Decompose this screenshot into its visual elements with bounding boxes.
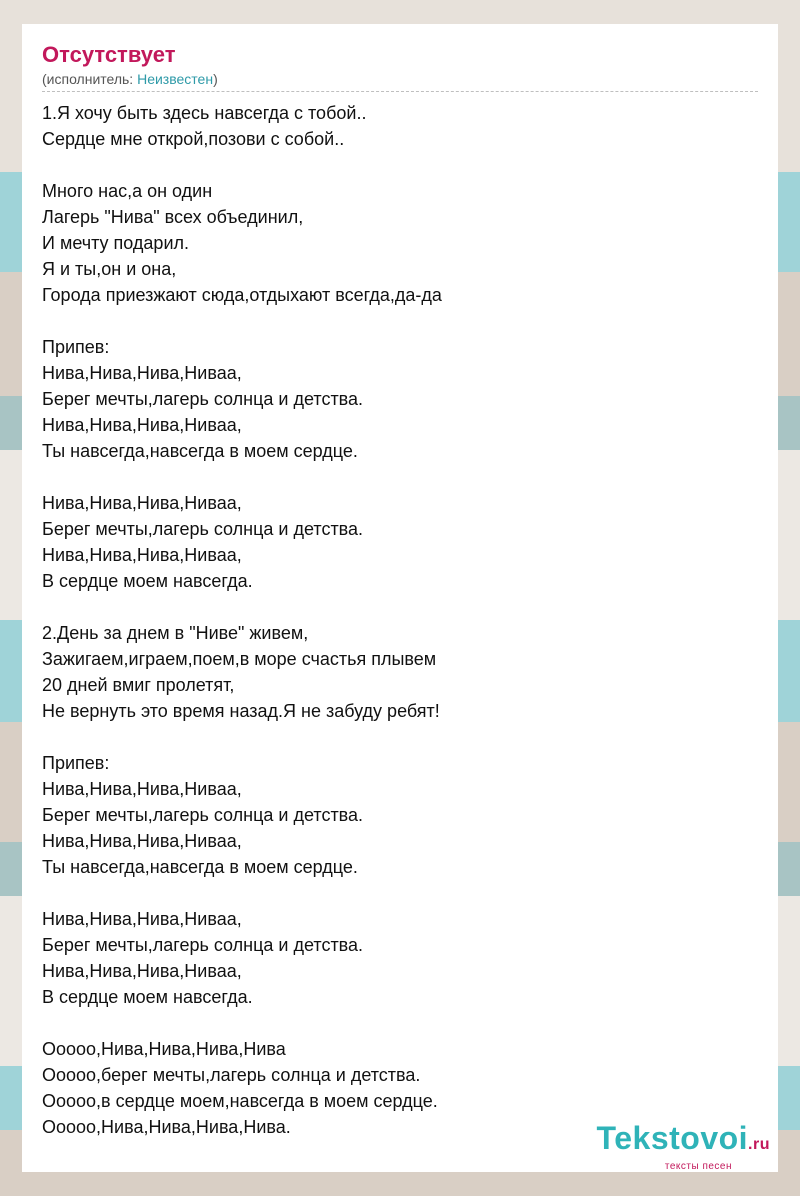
song-title: Отсутствует [42, 42, 176, 67]
lyrics-line: Ты навсегда,навсегда в моем сердце. [42, 857, 358, 877]
lyrics-line: Я и ты,он и она, [42, 259, 177, 279]
lyrics-line: Нива,Нива,Нива,Ниваа, [42, 779, 242, 799]
lyrics-line: Нива,Нива,Нива,Ниваа, [42, 831, 242, 851]
artist-link[interactable]: Неизвестен [137, 71, 214, 87]
lyrics-line: Нива,Нива,Нива,Ниваа, [42, 493, 242, 513]
lyrics-line: 20 дней вмиг пролетят, [42, 675, 235, 695]
lyrics-body [42, 100, 758, 1140]
lyrics-blank-line [42, 594, 758, 620]
lyrics-blank-line [42, 152, 758, 178]
logo-wordmark [597, 1122, 770, 1161]
lyrics-line: Нива,Нива,Нива,Ниваа, [42, 363, 242, 383]
lyrics-line: Ооооо,Нива,Нива,Нива,Нива. [42, 1117, 291, 1137]
lyrics-line: Не вернуть это время назад.Я не забуду ребят! [42, 701, 440, 721]
lyrics-blank-line [42, 464, 758, 490]
lyrics-blank-line [42, 724, 758, 750]
logo-tagline: тексты песен [664, 1161, 732, 1172]
lyrics-card [22, 24, 778, 1172]
artist-prefix: (исполнитель: [42, 71, 138, 87]
logo-name: Tekstovoi [596, 1120, 749, 1156]
lyrics-line: В сердце моем навсегда. [42, 987, 253, 1007]
lyrics-line: Ооооо,в сердце моем,навсегда в моем сердце. [42, 1091, 438, 1111]
lyrics-line: Берег мечты,лагерь солнца и детства. [42, 519, 364, 539]
lyrics-line: Припев: [42, 337, 110, 357]
artist-suffix: ) [213, 71, 218, 87]
lyrics-line: Ооооо,Нива,Нива,Нива,Нива [42, 1039, 286, 1059]
header-divider [42, 91, 758, 92]
lyrics-line: Ты навсегда,навсегда в моем сердце. [42, 441, 358, 461]
lyrics-blank-line [42, 1010, 758, 1036]
lyrics-line: Много нас,а он один [42, 181, 213, 201]
lyrics-line: Лагерь "Нива" всех объединил, [42, 207, 304, 227]
lyrics-line: Нива,Нива,Нива,Ниваа, [42, 961, 242, 981]
artist-line [42, 70, 758, 88]
lyrics-line: Ооооо,берег мечты,лагерь солнца и детства. [42, 1065, 421, 1085]
lyrics-line: Припев: [42, 753, 110, 773]
lyrics-line: 2.День за днем в "Ниве" живем, [42, 623, 309, 643]
lyrics-line: Берег мечты,лагерь солнца и детства. [42, 935, 364, 955]
lyrics-line: Зажигаем,играем,поем,в море счастья плывем [42, 649, 437, 669]
lyrics-line: Берег мечты,лагерь солнца и детства. [42, 389, 364, 409]
site-logo[interactable] [597, 1122, 770, 1172]
lyrics-line: Нива,Нива,Нива,Ниваа, [42, 909, 242, 929]
logo-tld: .ru [748, 1136, 770, 1153]
lyrics-line: Сердце мне открой,позови с собой.. [42, 129, 345, 149]
lyrics-blank-line [42, 880, 758, 906]
lyrics-line: Нива,Нива,Нива,Ниваа, [42, 415, 242, 435]
lyrics-line: 1.Я хочу быть здесь навсегда с тобой.. [42, 103, 367, 123]
lyrics-line: Города приезжают сюда,отдыхают всегда,да-да [42, 285, 442, 305]
lyrics-line: И мечту подарил. [42, 233, 189, 253]
lyrics-blank-line [42, 308, 758, 334]
lyrics-line: Берег мечты,лагерь солнца и детства. [42, 805, 364, 825]
lyrics-line: В сердце моем навсегда. [42, 571, 253, 591]
lyrics-line: Нива,Нива,Нива,Ниваа, [42, 545, 242, 565]
